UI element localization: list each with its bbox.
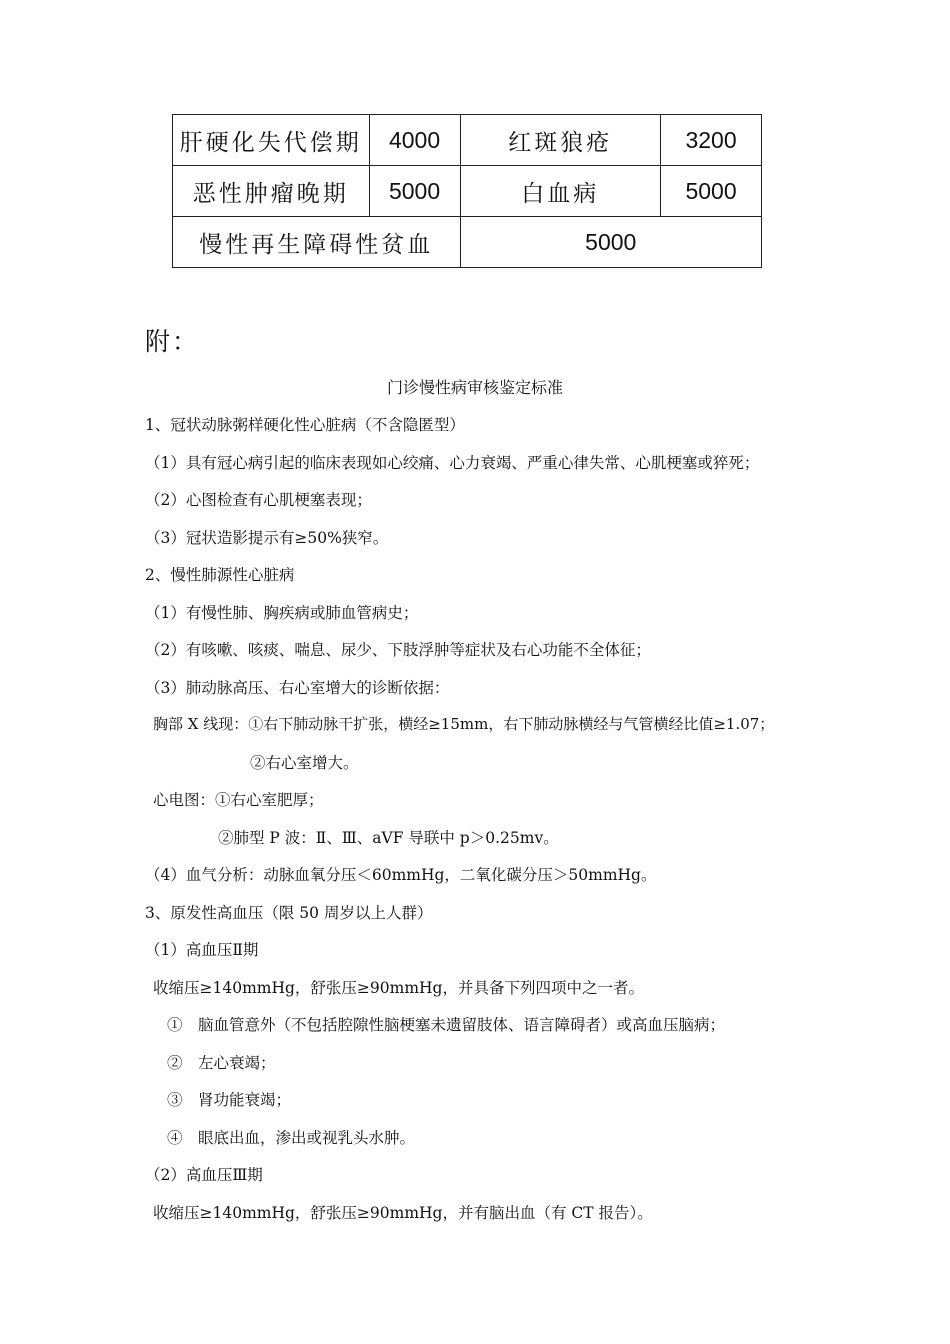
table-row [173, 166, 762, 217]
disease-cell: 红斑狼疮 [460, 115, 661, 166]
list-item: （2）高血压Ⅲ期 [145, 1166, 263, 1184]
list-item: 收缩压≥140mmHg，舒张压≥90mmHg，并有脑出血（有 CT 报告）。 [153, 1204, 653, 1222]
list-item: （1）有慢性肺、胸疾病或肺血管病史； [145, 604, 419, 622]
list-item: ① 脑血管意外（不包括腔隙性脑梗塞未遗留肢体、语言障碍者）或高血压脑病； [167, 1016, 726, 1034]
quota-table [172, 114, 762, 268]
list-item: （4）血气分析：动脉血氧分压＜60mmHg，二氧化碳分压＞50mmHg。 [145, 866, 657, 884]
disease-cell: 肝硬化失代偿期 [173, 115, 370, 166]
list-item: ②肺型 P 波：Ⅱ、Ⅲ、aVF 导联中 p＞0.25mv。 [218, 829, 559, 847]
list-item: ② 左心衰竭； [167, 1054, 276, 1072]
list-item: ③ 肾功能衰竭； [167, 1091, 292, 1109]
table-row [173, 217, 762, 268]
appendix-label: 附： [145, 327, 200, 356]
amount-cell: 4000 [369, 115, 460, 166]
amount-cell: 5000 [369, 166, 460, 217]
amount-cell: 5000 [661, 166, 762, 217]
section-title: 门诊慢性病审核鉴定标准 [386, 378, 563, 397]
list-item: 胸部 X 线现：①右下肺动脉干扩张，横经≥15mm，右下肺动脉横经与气管横经比值≥1.07； [153, 715, 775, 733]
list-item: （1）具有冠心病引起的临床表现如心绞痛、心力衰竭、严重心律失常、心肌梗塞或猝死； [145, 454, 760, 472]
list-item: （1）高血压Ⅱ期 [145, 941, 259, 959]
list-item: ②右心室增大。 [250, 754, 359, 772]
disease-cell: 白血病 [460, 166, 661, 217]
section-heading: 3、原发性高血压（限 50 周岁以上人群） [145, 904, 433, 922]
list-item: 收缩压≥140mmHg，舒张压≥90mmHg，并具备下列四项中之一者。 [153, 979, 644, 997]
list-item: ④ 眼底出血，渗出或视乳头水肿。 [167, 1129, 416, 1147]
list-item: （3）冠状造影提示有≥50%狭窄。 [145, 529, 389, 547]
section-heading: 2、慢性肺源性心脏病 [145, 566, 295, 584]
amount-cell: 5000 [460, 217, 762, 268]
amount-cell: 3200 [661, 115, 762, 166]
list-item: （2）心图检查有心肌梗塞表现； [145, 491, 372, 509]
section-heading: 1、冠状动脉粥样硬化性心脏病（不含隐匿型） [145, 416, 465, 434]
table-row [173, 115, 762, 166]
disease-cell: 恶性肿瘤晚期 [173, 166, 370, 217]
disease-cell: 慢性再生障碍性贫血 [173, 217, 461, 268]
list-item: （2）有咳嗽、咳痰、喘息、尿少、下肢浮肿等症状及右心功能不全体征； [145, 641, 651, 659]
list-item: 心电图：①右心室肥厚； [153, 791, 324, 809]
list-item: （3）肺动脉高压、右心室增大的诊断依据： [145, 679, 450, 697]
